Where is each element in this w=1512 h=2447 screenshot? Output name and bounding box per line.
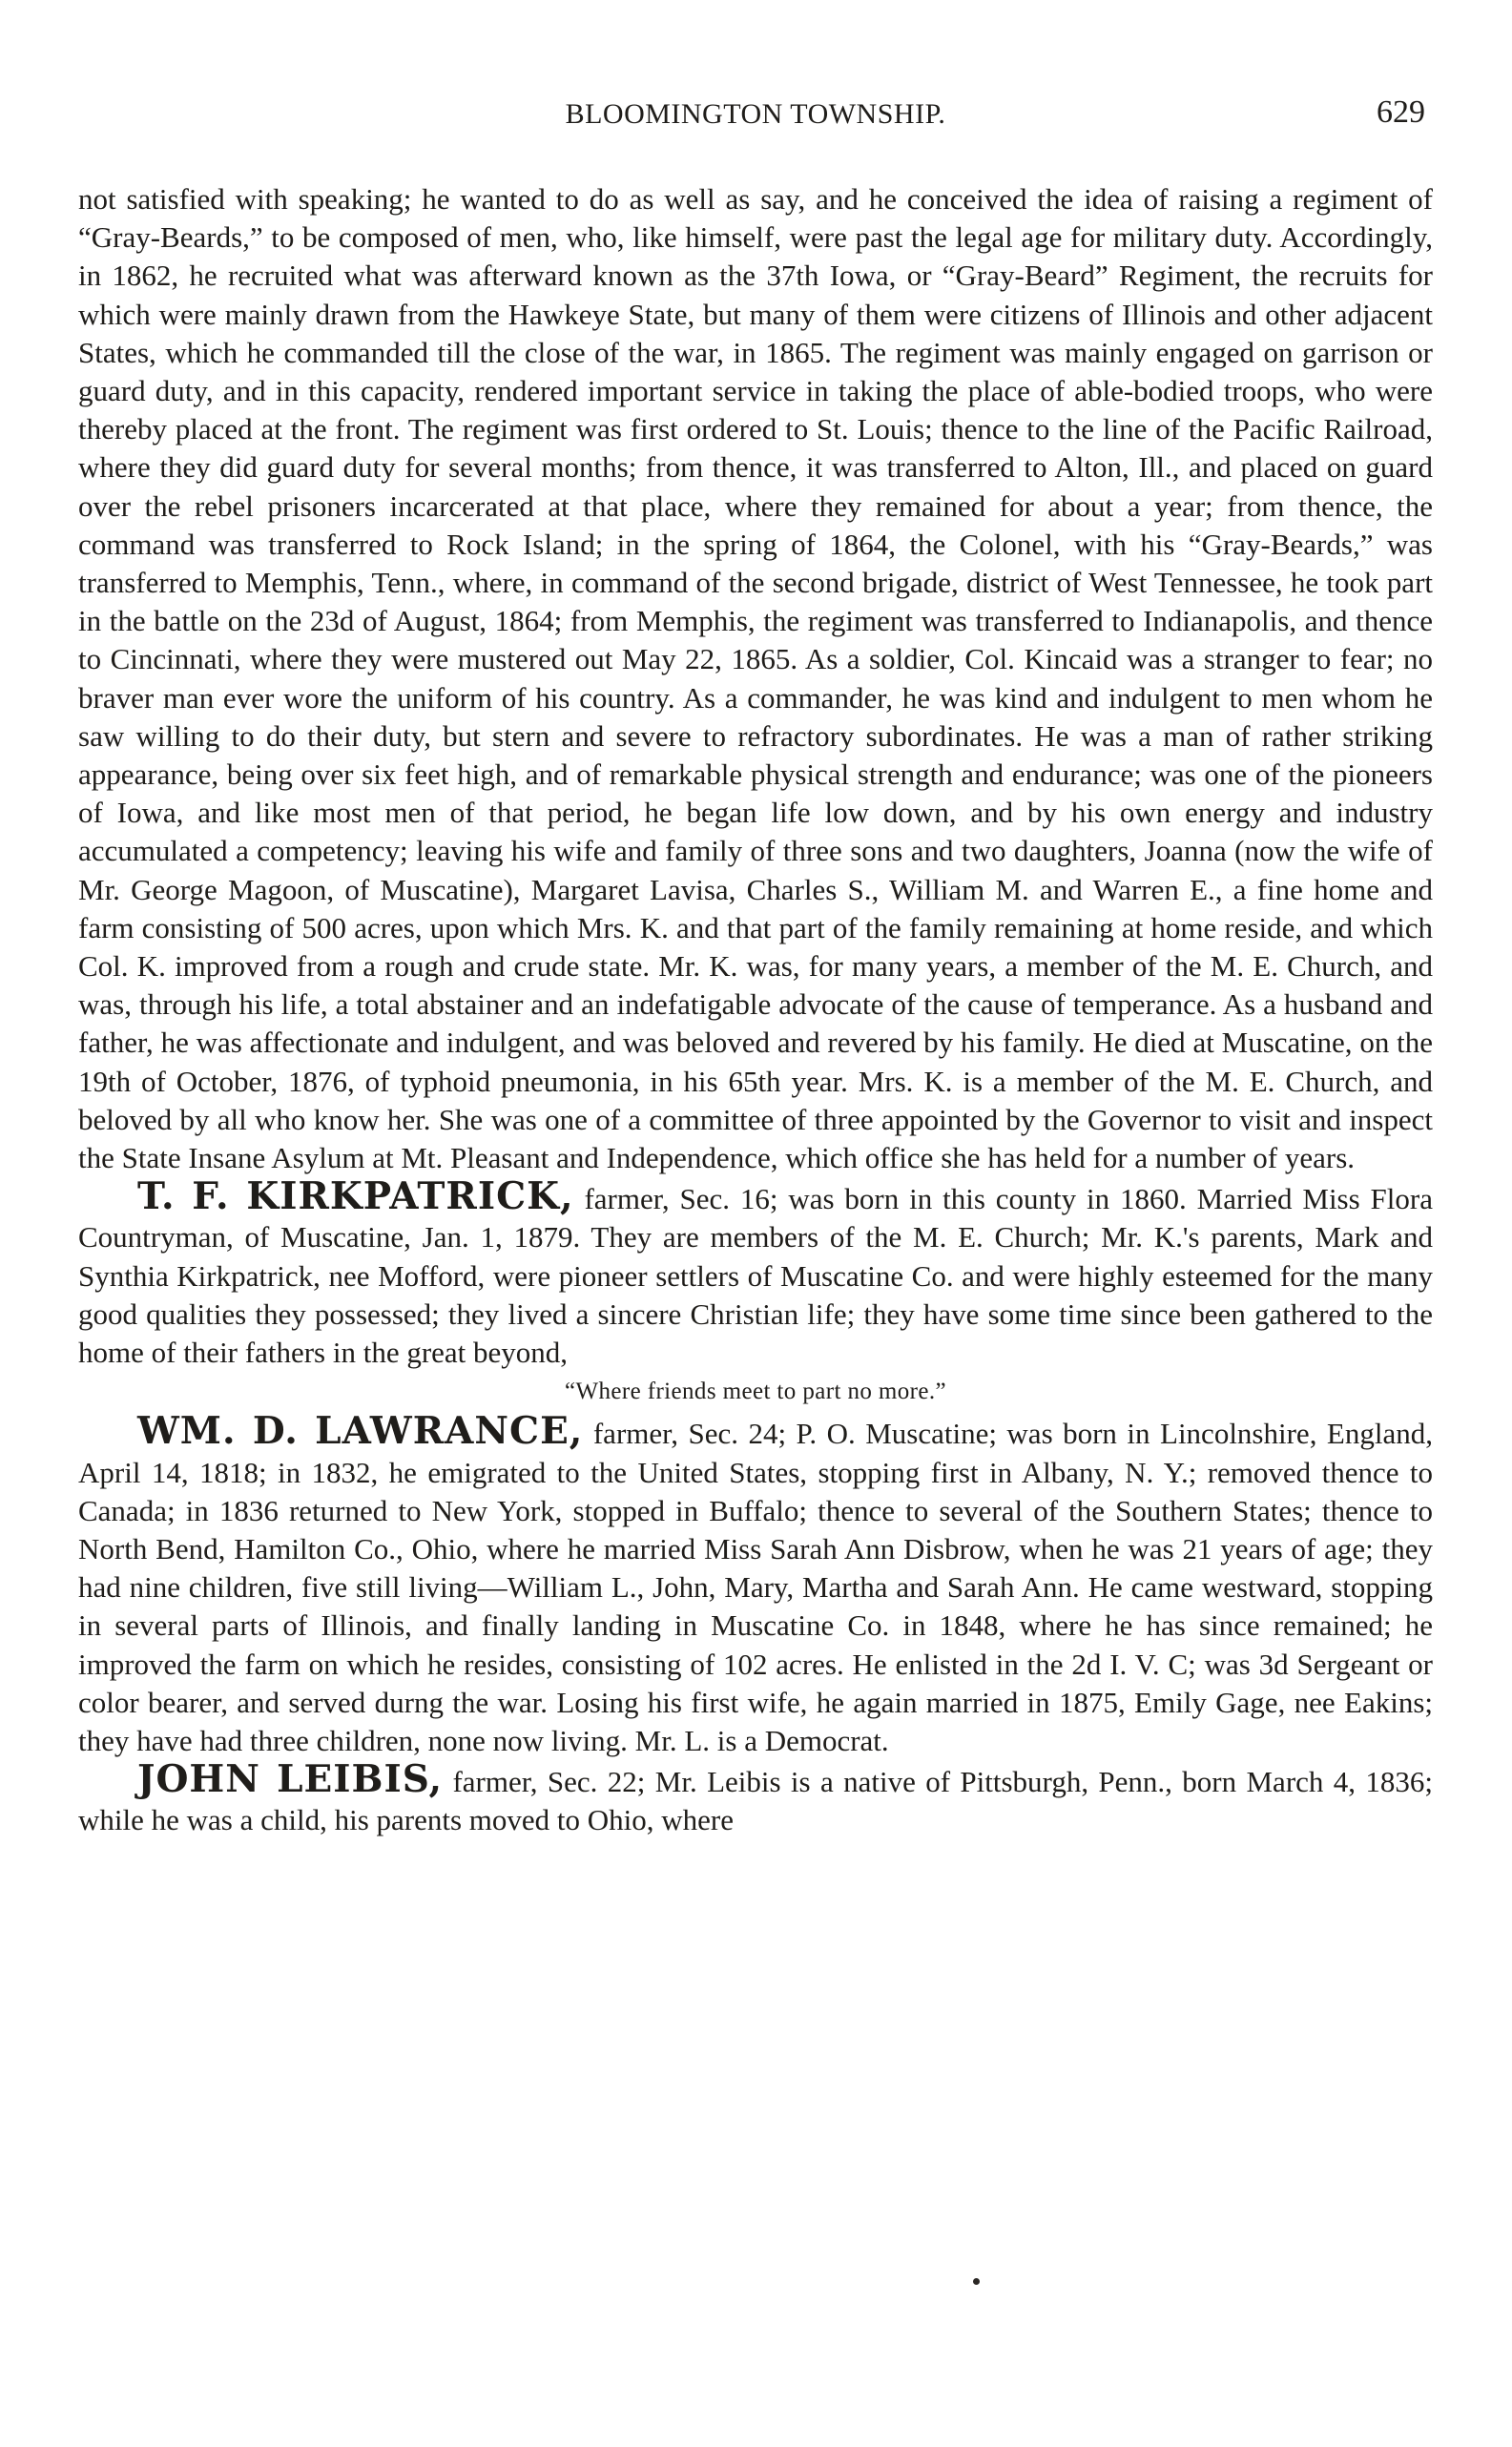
entry-text: farmer, Sec. 24; P. O. Muscatine; was born in Lincolnshire, England, April 14, 1818; in 1832, he emigrated to the United States, stopping first in Albany, N. Y.; removed thence to Canada; in 1836 returned to New York, stopped in Buffalo; thence to several of the Southern States; thence to North Bend, Hamilton Co., Ohio, where he married Miss Sarah Ann Disbrow, when he was 21 years of age; they had nine children, five still living—William L., John, Mary, Martha and Sarah Ann. He came westward, stopping in several parts of Illinois, and finally landing in Muscatine Co. in 1848, where he has since remained; he improved the farm on which he resides, consisting of 102 acres. He enlisted in the 2d I. V. C; was 3d Sergeant or color bearer, and served durng the war. Losing his first wife, he again married in 1875, Emily Gage, nee Eakins; they have had three children, none now living. Mr. L. is a Democrat. [78, 1417, 1433, 1757]
biography-entry-leibis [78, 1757, 1433, 1839]
biography-entry-lawrance [78, 1409, 1433, 1760]
page-body [78, 180, 1433, 1840]
page-number: 629 [1377, 94, 1425, 130]
entry-name: T. F. KIRKPATRICK, [137, 1174, 574, 1219]
running-title: BLOOMINGTON TOWNSHIP. [565, 98, 946, 130]
running-header [78, 91, 1433, 148]
print-speck [973, 2278, 980, 2285]
entry-name: JOHN LEIBIS, [137, 1757, 444, 1802]
entry-text: farmer, Sec. 16; was born in this county in 1860. Married Miss Flora Countryman, of Muscatine, Jan. 1, 1879. They are members of the M. E. Church; Mr. K.'s parents, Mark and Synthia Kirkpatrick, nee Mofford, were pioneer settlers of Muscatine Co. and were highly esteemed for the many good qualities they possessed; they lived a sincere Christian life; they have some time since been gathered to the home of their fathers in the great beyond, [78, 1182, 1433, 1370]
entry-text: farmer, Sec. 22; Mr. Leibis is a native of Pittsburgh, Penn., born March 4, 1836; while he was a child, his parents moved to Ohio, where [78, 1765, 1433, 1837]
biography-entry-kirkpatrick [78, 1174, 1433, 1372]
book-page [78, 91, 1433, 2418]
entry-quote: “Where friends meet to part no more.” [564, 1379, 947, 1405]
entry-name: WM. D. LAWRANCE, [137, 1409, 584, 1454]
continuation-paragraph: not satisfied with speaking; he wanted to do as well as say, and he conceived the idea of raising a regiment of “Gray-Beards,” to be composed of men, who, like himself, were past the legal age for military duty. Accordingly, in 1862, he recruited what was afterward known as the 37th Iowa, or “Gray-Beard” Regiment, the recruits for which were mainly drawn from the Hawkeye State, but many of them were citizens of Illinois and other adjacent States, which he commanded till the close of the war, in 1865. The regiment was mainly engaged on garrison or guard duty, and in this capacity, rendered important service in taking the place of able-bodied troops, who were thereby placed at the front. The regiment was first ordered to St. Louis; thence to the line of the Pacific Railroad, where they did guard duty for several months; from thence, it was transferred to Alton, Ill., and placed on guard over the rebel prisoners incarcerated at that place, where they remained for about a year; from thence, the command was transferred to Rock Island; in the spring of 1864, the Colonel, with his “Gray-Beards,” was transferred to Memphis, Tenn., where, in command of the second brigade, district of West Tennessee, he took part in the battle on the 23d of August, 1864; from Memphis, the regiment was transferred to Indianapolis, and thence to Cincinnati, where they were mustered out May 22, 1865. As a soldier, Col. Kincaid was a stranger to fear; no braver man ever wore the uniform of his country. As a commander, he was kind and indulgent to men whom he saw willing to do their duty, but stern and severe to refractory subordinates. He was a man of rather striking appearance, being over six feet high, and of remarkable physical strength and endurance; was one of the pioneers of Iowa, and like most men of that period, he began life low down, and by his own energy and industry accumulated a competency; leaving his wife and family of three sons and two daughters, Joanna (now the wife of Mr. George Magoon, of Muscatine), Margaret Lavisa, Charles S., William M. and Warren E., a fine home and farm consisting of 500 acres, upon which Mrs. K. and that part of the family remaining at home reside, and which Col. K. improved from a rough and crude state. Mr. K. was, for many years, a member of the M. E. Church, and was, through his life, a total abstainer and an indefatigable advocate of the cause of temperance. As a husband and father, he was affectionate and indulgent, and was beloved and revered by his family. He died at Muscatine, on the 19th of October, 1876, of typhoid pneumonia, in his 65th year. Mrs. K. is a member of the M. E. Church, and beloved by all who know her. She was one of a committee of three appointed by the Governor to visit and inspect the State Insane Asylum at Mt. Pleasant and Independence, which office she has held for a number of years. [78, 182, 1433, 1175]
